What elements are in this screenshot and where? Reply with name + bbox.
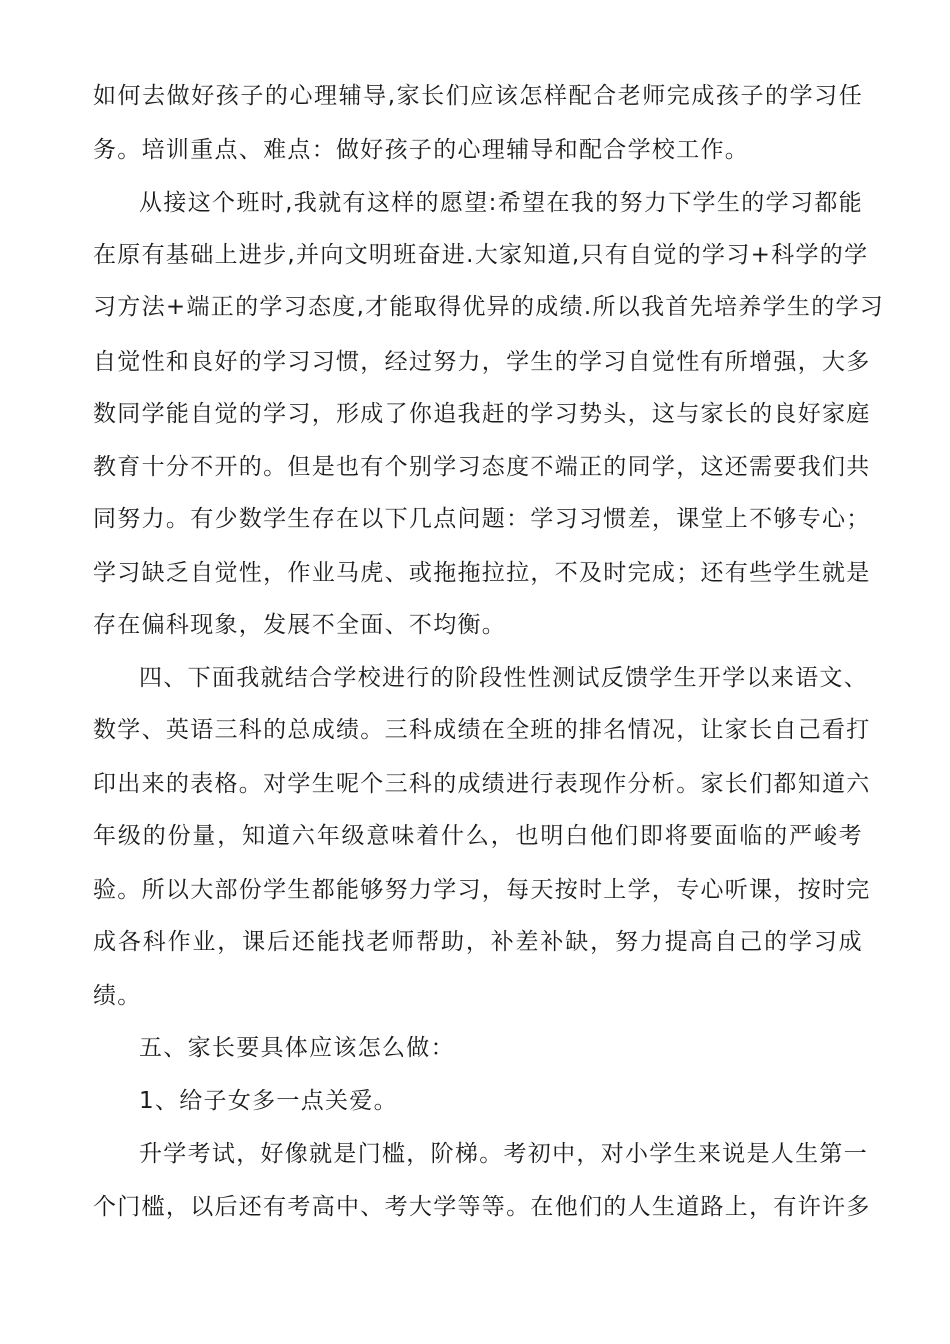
text-line: 在原有基础上进步,并向文明班奋进.大家知道,只有自觉的学习+科学的学 bbox=[93, 242, 869, 268]
text-line: 绩。 bbox=[93, 983, 142, 1009]
text-line: 成各科作业，课后还能找老师帮助，补差补缺，努力提高自己的学习成 bbox=[93, 929, 863, 955]
text-line: 数学、英语三科的总成绩。三科成绩在全班的排名情况，让家长自己看打 bbox=[93, 717, 871, 743]
text-line: 数同学能自觉的学习，形成了你追我赶的学习势头，这与家长的良好家庭 bbox=[93, 401, 871, 427]
text-line: 习方法+端正的学习态度,才能取得优异的成绩.所以我首先培养学生的学习 bbox=[93, 294, 885, 320]
text-line: 同努力。有少数学生存在以下几点问题：学习习惯差，课堂上不够专心； bbox=[93, 506, 871, 532]
text-line: 印出来的表格。对学生呢个三科的成绩进行表现作分析。家长们都知道六 bbox=[93, 771, 871, 797]
text-line: 自觉性和良好的学习习惯，经过努力，学生的学习自觉性有所增强，大多 bbox=[93, 349, 871, 375]
text-line: 年级的份量，知道六年级意味着什么，也明白他们即将要面临的严峻考 bbox=[93, 823, 863, 849]
text-line: 升学考试，好像就是门槛，阶梯。考初中，对小学生来说是人生第一 bbox=[139, 1141, 868, 1167]
text-line: 四、下面我就结合学校进行的阶段性性测试反馈学生开学以来语文、 bbox=[139, 665, 868, 691]
text-line: 学习缺乏自觉性，作业马虎、或拖拖拉拉，不及时完成；还有些学生就是 bbox=[93, 560, 871, 586]
text-line: 验。所以大部份学生都能够努力学习，每天按时上学，专心听课，按时完 bbox=[93, 877, 871, 903]
text-line: 存在偏科现象，发展不全面、不均衡。 bbox=[93, 612, 507, 638]
text-line: 从接这个班时,我就有这样的愿望:希望在我的努力下学生的学习都能 bbox=[139, 190, 863, 216]
list-item-heading: 1、给子女多一点关爱。 bbox=[139, 1088, 398, 1114]
text-line: 教育十分不开的。但是也有个别学习态度不端正的同学，这还需要我们共 bbox=[93, 454, 871, 480]
text-line: 务。培训重点、难点：做好孩子的心理辅导和配合学校工作。 bbox=[93, 137, 750, 163]
text-line: 个门槛，以后还有考高中、考大学等等。在他们的人生道路上，有许许多 bbox=[93, 1194, 871, 1220]
section-heading: 五、家长要具体应该怎么做： bbox=[139, 1035, 455, 1061]
text-line: 如何去做好孩子的心理辅导,家长们应该怎样配合老师完成孩子的学习任 bbox=[93, 83, 863, 109]
